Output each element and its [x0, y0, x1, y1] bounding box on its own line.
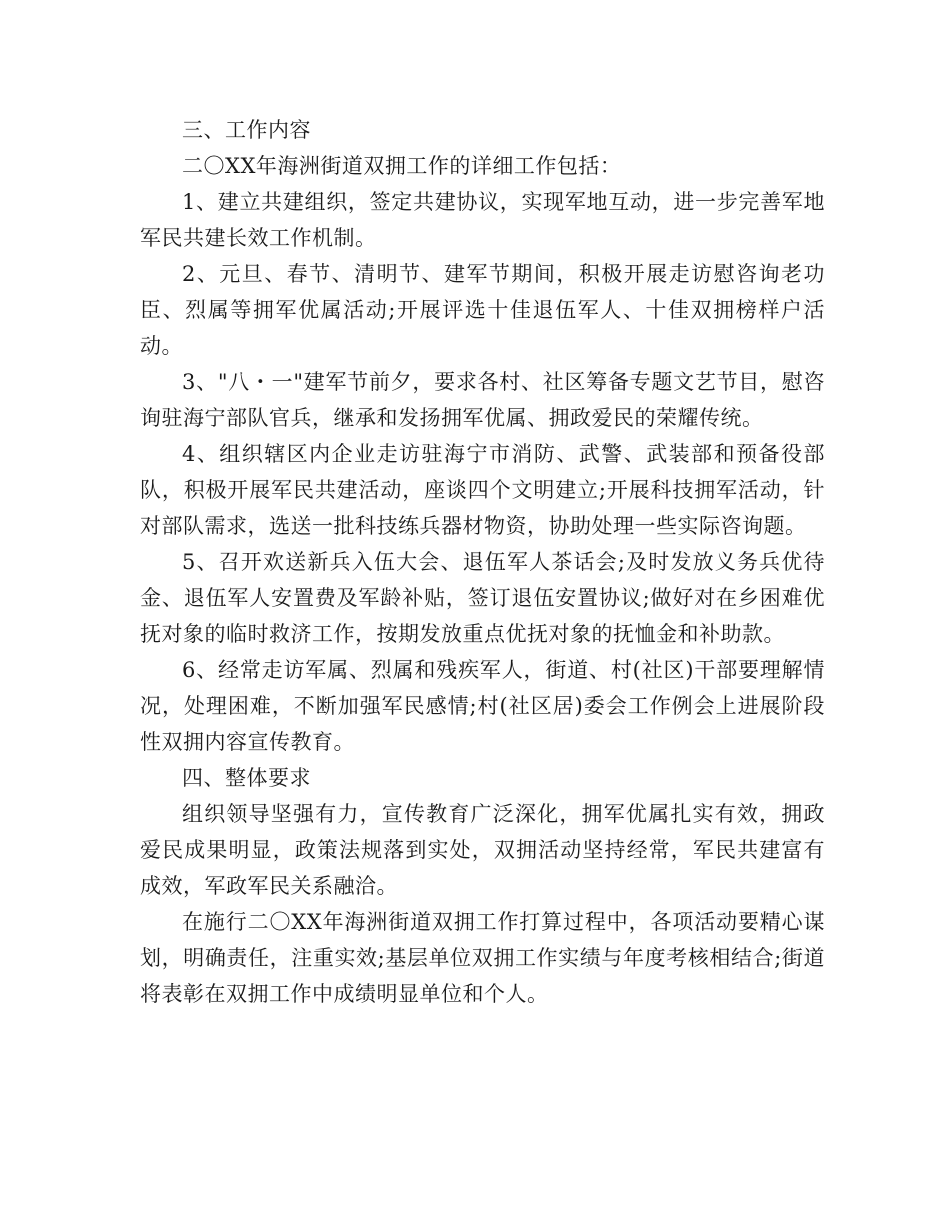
requirements-paragraph-1: 组织领导坚强有力，宣传教育广泛深化，拥军优属扎实有效，拥政爱民成果明显，政策法规落到实处，双拥活动坚持经常，军民共建富有成效，军政军民关系融洽。	[140, 802, 825, 898]
section-heading-overall-requirements: 四、整体要求	[182, 766, 311, 790]
item-paragraph-4: 4、组织辖区内企业走访驻海宁市消防、武警、武装部和预备役部队，积极开展军民共建活动，座谈四个文明建立;开展科技拥军活动，针对部队需求，选送一批科技练兵器材物资，协助处理一些实际咨询题。	[140, 442, 825, 538]
item-paragraph-5: 5、召开欢送新兵入伍大会、退伍军人茶话会;及时发放义务兵优待金、退伍军人安置费及军龄补贴，签订退伍安置协议;做好对在乡困难优抚对象的临时救济工作，按期发放重点优抚对象的抚恤金和补助款。	[140, 550, 825, 646]
item-paragraph-6: 6、经常走访军属、烈属和残疾军人，街道、村(社区)干部要理解情况，处理困难，不断加强军民感情;村(社区居)委会工作例会上进展阶段性双拥内容宣传教育。	[140, 658, 825, 754]
intro-paragraph: 二〇XX年海洲街道双拥工作的详细工作包括：	[182, 154, 622, 178]
requirements-paragraph-2: 在施行二〇XX年海洲街道双拥工作打算过程中，各项活动要精心谋划，明确责任，注重实效;基层单位双拥工作实绩与年度考核相结合;街道将表彰在双拥工作中成绩明显单位和个人。	[140, 910, 825, 1006]
item-paragraph-1: 1、建立共建组织，签定共建协议，实现军地互动，进一步完善军地军民共建长效工作机制。	[140, 190, 825, 250]
item-paragraph-2: 2、元旦、春节、清明节、建军节期间，积极开展走访慰咨询老功臣、烈属等拥军优属活动;开展评选十佳退伍军人、十佳双拥榜样户活动。	[140, 262, 825, 358]
item-paragraph-3: 3、"八・一"建军节前夕，要求各村、社区筹备专题文艺节目，慰咨询驻海宁部队官兵，继承和发扬拥军优属、拥政爱民的荣耀传统。	[140, 370, 825, 430]
section-heading-work-content: 三、工作内容	[182, 118, 311, 142]
document-page	[140, 112, 825, 1012]
